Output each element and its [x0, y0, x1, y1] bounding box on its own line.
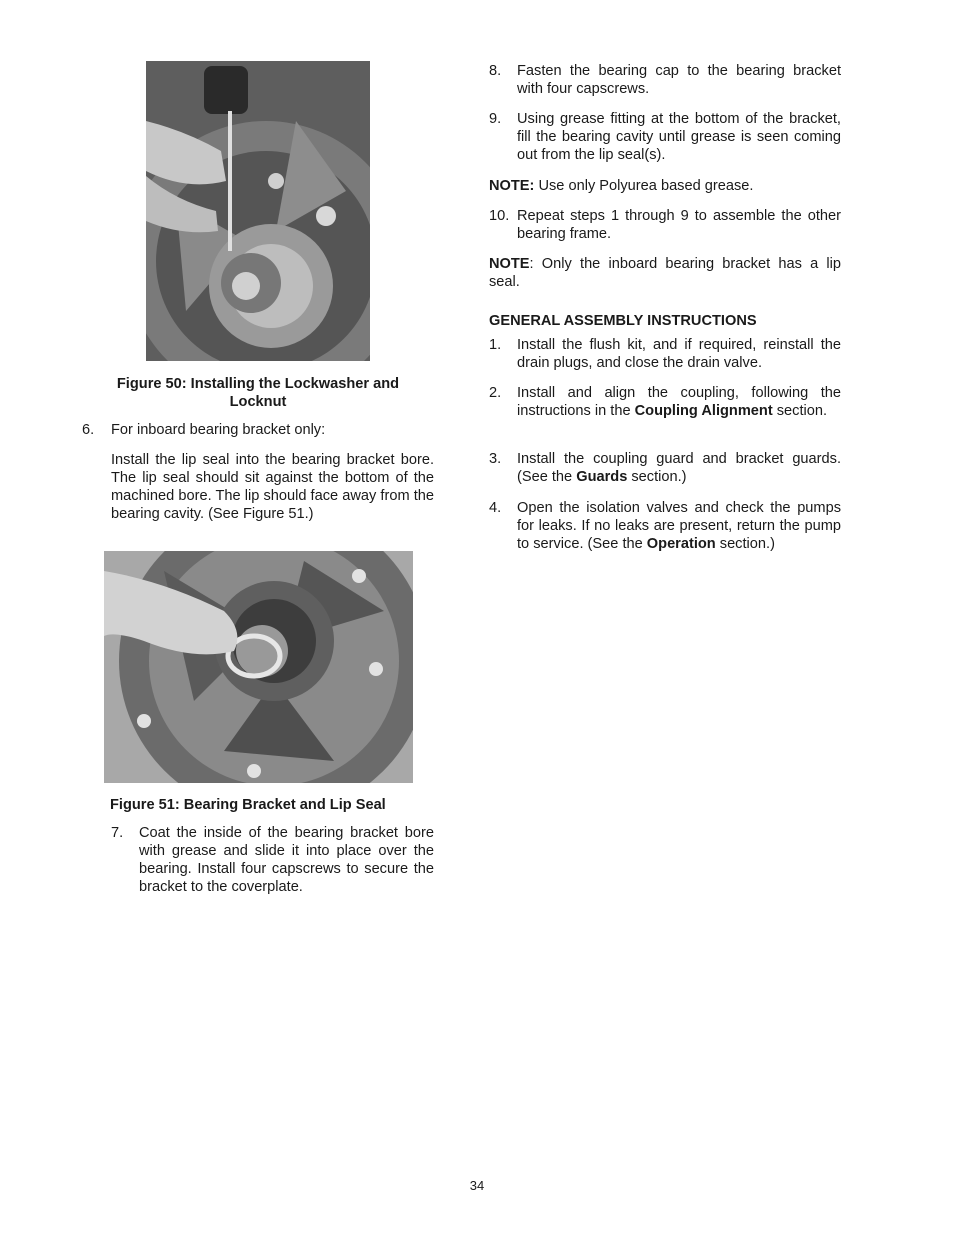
- coupling-alignment-ref: Coupling Alignment: [634, 403, 773, 419]
- general-step-1-text: Install the flush kit, and if required, reinstall the drain plugs, and close the drain valve.: [517, 337, 841, 371]
- general-step-2-text-a: Install and align the coupling, following the instructions in the: [517, 385, 841, 419]
- step-6-number: 6.: [82, 422, 95, 438]
- note-lip-seal-text: : Only the inboard bearing bracket has a lip seal.: [489, 256, 841, 290]
- general-step-4-text-a: Open the isolation valves and check the pumps for leaks. If no leaks are present, return the pump to service. (See the: [517, 500, 841, 552]
- step-10-text: Repeat steps 1 through 9 to assemble the other bearing frame.: [517, 208, 841, 242]
- note-grease: [489, 177, 841, 195]
- figure-51-caption-text: Figure 51: Bearing Bracket and Lip Seal: [110, 797, 386, 813]
- general-step-3-text: [517, 450, 841, 486]
- figure-51-caption: [110, 796, 410, 814]
- general-step-2-text-b: section.: [772, 403, 828, 419]
- note-lip-seal: [489, 255, 841, 291]
- note-grease-label: NOTE:: [489, 178, 535, 194]
- lockwasher-locknut-image: [146, 61, 370, 361]
- step-10: [489, 207, 841, 243]
- guards-ref: Guards: [576, 469, 628, 485]
- note-grease-text: Use only Polyurea based grease.: [534, 178, 754, 194]
- bearing-bracket-lip-seal-image: [104, 551, 413, 783]
- general-assembly-heading-text: GENERAL ASSEMBLY INSTRUCTIONS: [489, 313, 757, 329]
- general-step-1-number: 1.: [489, 337, 502, 353]
- step-6-text: For inboard bearing bracket only:: [111, 422, 326, 438]
- general-step-4-number: 4.: [489, 500, 502, 516]
- general-step-2-number: 2.: [489, 385, 502, 401]
- figure-50-caption-text: Figure 50: Installing the Lockwasher and Locknut: [116, 376, 400, 410]
- step-7: [111, 824, 434, 896]
- general-step-3-text-a: Install the coupling guard and bracket guards. (See the: [517, 451, 841, 485]
- figure-51-photo: [104, 551, 413, 783]
- step-6-detail-text: Install the lip seal into the bearing bracket bore. The lip seal should sit against the bottom of the machined bore. The lip should face away from the bearing cavity. (See Figure 51.): [111, 452, 434, 522]
- step-8: [489, 62, 841, 98]
- general-step-3-text-b: section.): [627, 469, 687, 485]
- general-step-1: [489, 336, 841, 372]
- step-7-number: 7.: [111, 825, 124, 841]
- general-step-4-text: [517, 499, 841, 553]
- step-10-number: 10.: [489, 208, 510, 224]
- step-9-number: 9.: [489, 111, 502, 127]
- page-number: 34: [469, 1178, 485, 1193]
- step-8-number: 8.: [489, 63, 502, 79]
- general-step-4: [489, 499, 841, 553]
- general-step-4-text-b: section.): [715, 536, 775, 552]
- step-6-detail: [111, 451, 434, 523]
- step-9-text: Using grease fitting at the bottom of the bracket, fill the bearing cavity until grease is seen coming out from the lip seal(s).: [517, 111, 841, 163]
- step-6: [82, 421, 434, 439]
- general-step-2: [489, 384, 841, 420]
- general-assembly-heading: [489, 313, 841, 329]
- figure-50-photo: [146, 61, 370, 361]
- general-step-2-text: [517, 384, 841, 420]
- note-lip-seal-label: NOTE: [489, 256, 530, 272]
- step-9: [489, 110, 841, 164]
- figure-50-caption: [82, 375, 434, 411]
- operation-ref: Operation: [646, 536, 716, 552]
- step-7-text: Coat the inside of the bearing bracket bore with grease and slide it into place over the bearing. Install four capscrews to secure the bracket to the coverplate.: [139, 825, 434, 895]
- general-step-3: [489, 450, 841, 486]
- general-step-3-number: 3.: [489, 451, 502, 467]
- step-8-text: Fasten the bearing cap to the bearing bracket with four capscrews.: [517, 63, 841, 97]
